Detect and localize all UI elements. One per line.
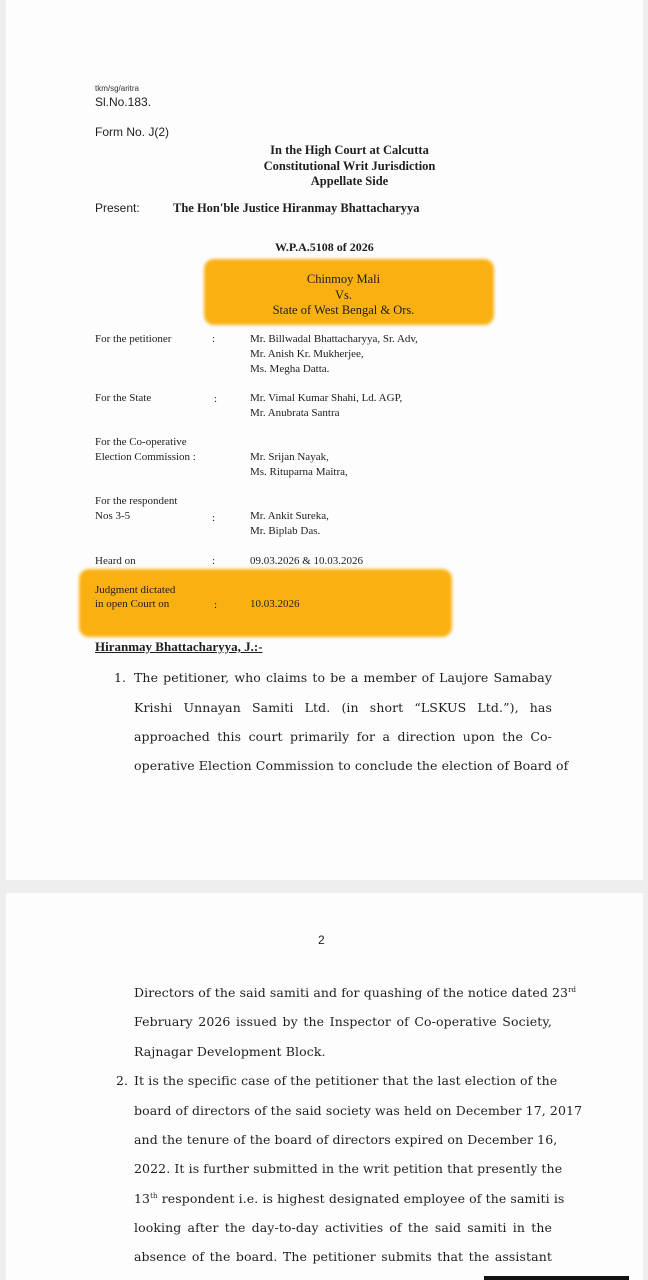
appearance-colon: : bbox=[212, 555, 216, 567]
appearance-label: Nos 3-5 bbox=[95, 510, 131, 522]
court-jurisdiction: Constitutional Writ Jurisdiction bbox=[263, 159, 436, 173]
paragraph-2-line: 2022. It is further submitted in the writ petition that presently the bbox=[134, 1161, 563, 1176]
superscript-th: th bbox=[150, 1191, 158, 1200]
case-number: W.P.A.5108 of 2026 bbox=[275, 240, 374, 254]
counsel-name: Ms. Rituparna Maitra, bbox=[250, 466, 348, 478]
appearance-colon: : bbox=[214, 599, 218, 611]
court-side: Appellate Side bbox=[310, 174, 389, 188]
judgment-page-1 bbox=[6, 0, 643, 880]
counsel-name: Mr. Vimal Kumar Shahi, Ld. AGP, bbox=[250, 392, 403, 404]
counsel-name: Mr. Billwadal Bhattacharyya, Sr. Adv, bbox=[250, 333, 418, 345]
home-indicator bbox=[484, 1276, 629, 1280]
counsel-name: Ms. Megha Datta. bbox=[250, 363, 330, 375]
appearance-colon: : bbox=[212, 512, 216, 524]
paragraph-number: 2. bbox=[116, 1073, 128, 1088]
counsel-name: Mr. Anubrata Santra bbox=[250, 407, 340, 419]
judgment-dictated-label: in open Court on bbox=[95, 598, 170, 610]
counsel-name: Mr. Srijan Nayak, bbox=[250, 451, 329, 463]
judgment-date: 10.03.2026 bbox=[250, 598, 300, 610]
continued-line: Rajnagar Development Block. bbox=[134, 1044, 326, 1059]
form-number: Form No. J(2) bbox=[95, 125, 170, 139]
paragraph-1-line: operative Election Commission to conclude the election of Board of bbox=[134, 758, 569, 773]
paragraph-1-line: approached this court primarily for a direction upon the Co- bbox=[134, 729, 552, 744]
counsel-name: Mr. Biplab Das. bbox=[250, 525, 321, 537]
appearance-colon: : bbox=[214, 393, 218, 405]
paragraph-2-line: It is the specific case of the petitioner that the last election of the bbox=[134, 1073, 558, 1088]
superscript-rd: rd bbox=[568, 985, 577, 994]
continued-line: Directors of the said samiti and for quashing of the notice dated 23rd bbox=[134, 985, 577, 1000]
heard-on-label: Heard on bbox=[95, 555, 136, 567]
court-name: In the High Court at Calcutta bbox=[270, 143, 429, 157]
petitioner-name: Chinmoy Mali bbox=[306, 272, 381, 286]
appearance-label: For the State bbox=[95, 392, 152, 404]
paragraph-2-line: 13th respondent i.e. is highest designated employee of the samiti is bbox=[134, 1191, 565, 1206]
page-number: 2 bbox=[318, 933, 325, 947]
heard-on-date: 09.03.2026 & 10.03.2026 bbox=[250, 555, 364, 567]
serial-number: Sl.No.183. bbox=[95, 95, 152, 109]
present-label: Present: bbox=[95, 201, 140, 215]
paragraph-number: 1. bbox=[114, 670, 126, 685]
initials: tkm/sg/aritra bbox=[95, 84, 140, 93]
counsel-name: Mr. Ankit Sureka, bbox=[250, 510, 329, 522]
versus: Vs. bbox=[334, 288, 353, 302]
respondent-name: State of West Bengal & Ors. bbox=[272, 303, 415, 317]
appearance-colon: : bbox=[212, 333, 216, 345]
paragraph-1-line: Krishi Unnayan Samiti Ltd. (in short “LSKUS Ltd.”), has bbox=[134, 700, 552, 715]
judgment-page-2 bbox=[6, 893, 643, 1280]
judgment-dictated-label: Judgment dictated bbox=[95, 584, 176, 596]
paragraph-2-line: looking after the day-to-day activities of the said samiti in the bbox=[134, 1220, 552, 1235]
appearance-label: For the respondent bbox=[95, 495, 178, 507]
paragraph-2-line: board of directors of the said society was held on December 17, 2017 bbox=[134, 1103, 583, 1118]
paragraph-1-line: The petitioner, who claims to be a member of Laujore Samabay bbox=[134, 670, 552, 685]
appearance-label: For the Co-operative bbox=[95, 436, 187, 448]
paragraph-2-line: absence of the board. The petitioner submits that the assistant bbox=[134, 1249, 552, 1264]
continued-line: February 2026 issued by the Inspector of Co-operative Society, bbox=[134, 1014, 552, 1029]
appearance-label: For the petitioner bbox=[95, 333, 172, 345]
present-judge: The Hon'ble Justice Hiranmay Bhattacharyya bbox=[173, 201, 420, 215]
judge-heading: Hiranmay Bhattacharyya, J.:- bbox=[95, 639, 263, 654]
appearance-label: Election Commission : bbox=[95, 451, 196, 463]
paragraph-2-line: and the tenure of the board of directors expired on December 16, bbox=[134, 1132, 558, 1147]
counsel-name: Mr. Anish Kr. Mukherjee, bbox=[250, 348, 364, 360]
